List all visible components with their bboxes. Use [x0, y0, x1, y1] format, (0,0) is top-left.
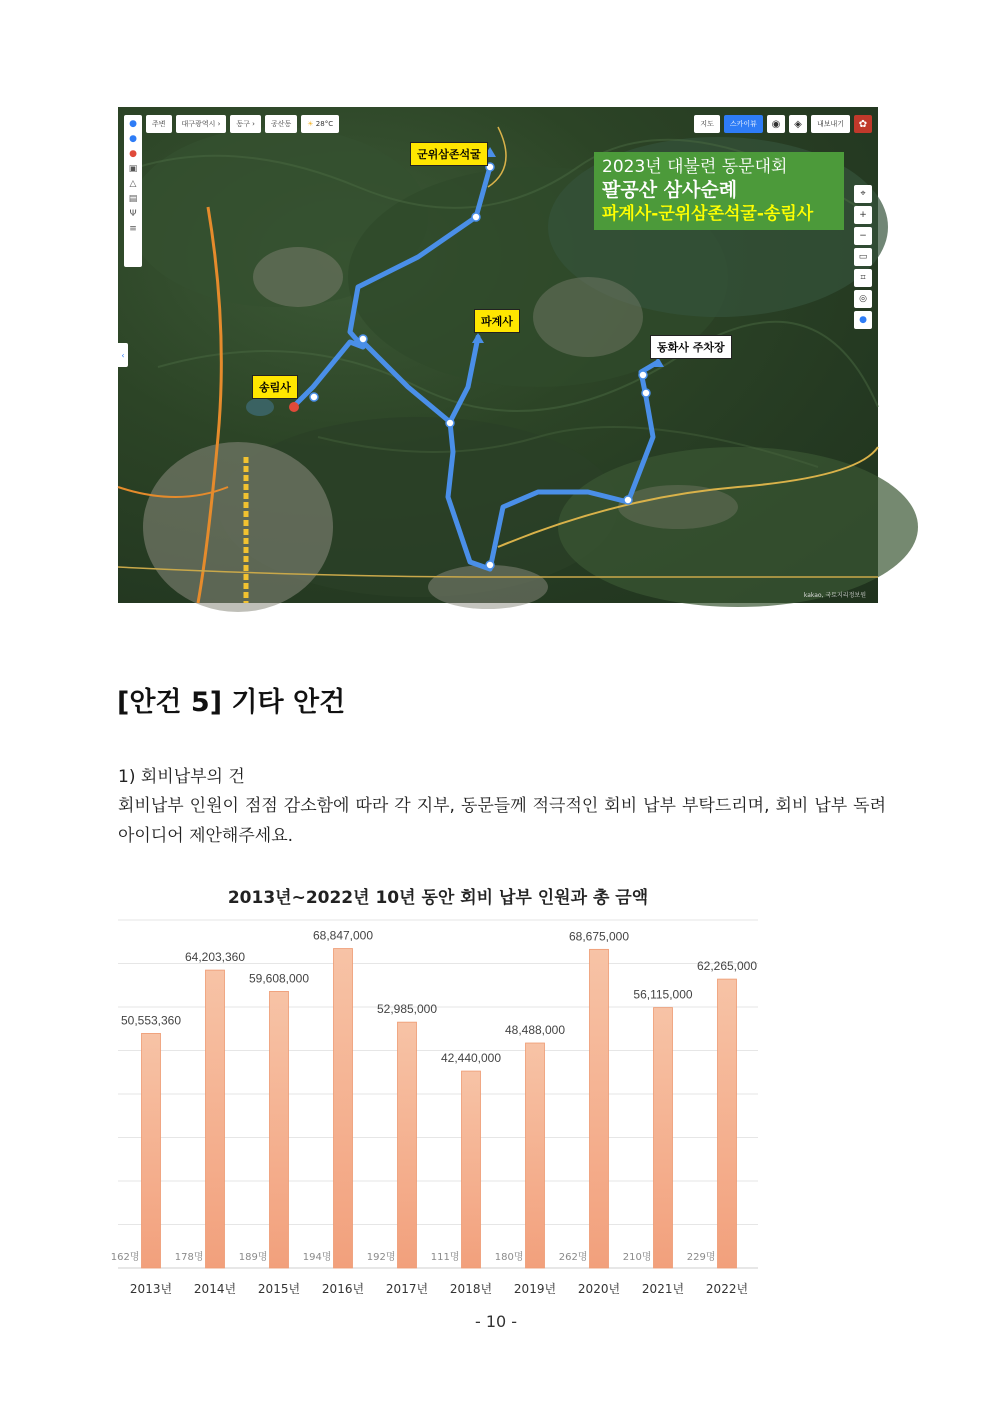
- chart-value-label: 68,675,000: [568, 929, 630, 944]
- page-number: - 10 -: [474, 1312, 518, 1331]
- compass-icon[interactable]: ◎: [854, 290, 872, 308]
- chart-category-label: 2013년: [129, 1282, 173, 1296]
- layers-icon[interactable]: ≡: [129, 224, 137, 234]
- map-left-toolbar: [124, 115, 142, 267]
- restaurant-icon[interactable]: Ψ: [129, 209, 137, 219]
- chart-value-label: 42,440,000: [440, 1051, 502, 1066]
- favorite-pin-icon[interactable]: ●: [129, 149, 137, 159]
- chart-bar: [206, 970, 225, 1268]
- breadcrumb-dong[interactable]: 공산동: [265, 115, 297, 133]
- chart-value-label: 48,488,000: [504, 1023, 566, 1038]
- chart-bar: [462, 1071, 481, 1268]
- breadcrumb-city[interactable]: [176, 115, 227, 133]
- route-icon[interactable]: ●: [129, 134, 137, 144]
- chart-bar: [718, 979, 737, 1268]
- chart-bar: [142, 1033, 161, 1268]
- event-title: 2023년 대불련 동문대회: [602, 157, 788, 177]
- map-view-button[interactable]: 지도: [694, 115, 720, 133]
- map-view-controls: [694, 115, 872, 133]
- chart-bars: [111, 929, 758, 1296]
- chart-category-label: 2021년: [641, 1282, 685, 1296]
- map-zoom-controls: [854, 185, 872, 329]
- chart-bar: [654, 1008, 673, 1268]
- temperature-label: 28°C: [315, 120, 334, 128]
- chart-bar: [526, 1043, 545, 1268]
- pin-icon[interactable]: ◉: [767, 115, 785, 133]
- chart-value-label: 62,265,000: [696, 959, 758, 974]
- route-map[interactable]: [118, 107, 878, 603]
- chart-category-label: 2018년: [449, 1282, 493, 1296]
- distance-icon[interactable]: ▭: [854, 248, 872, 266]
- bus-icon[interactable]: ▣: [128, 164, 138, 174]
- label-donghwasa: 동화사 주차장: [650, 335, 732, 359]
- location-pin-icon[interactable]: ●: [129, 119, 137, 129]
- chart-category-label: 2016년: [321, 1282, 365, 1296]
- label-pagyesa: 파계사: [474, 309, 520, 333]
- chart-member-count-label: 192명: [366, 1252, 396, 1263]
- chart-member-count-label: 178명: [174, 1252, 204, 1263]
- chart-member-count-label: 229명: [686, 1252, 716, 1263]
- label-songnimsa: 송림사: [252, 375, 298, 399]
- chart-member-count-label: 189명: [238, 1252, 268, 1263]
- chevron-right-icon: ›: [217, 120, 221, 128]
- export-button[interactable]: 내보내기: [811, 115, 850, 133]
- warning-icon[interactable]: △: [129, 179, 137, 189]
- chart-member-count-label: 194명: [302, 1252, 332, 1263]
- my-location-icon[interactable]: ⌖: [854, 185, 872, 203]
- chart-category-label: 2022년: [705, 1282, 749, 1296]
- chart-category-label: 2017년: [385, 1282, 429, 1296]
- layers-icon[interactable]: ◈: [789, 115, 807, 133]
- chart-value-label: 59,608,000: [248, 971, 310, 986]
- event-subtitle: 팔공산 삼사순례: [602, 179, 738, 201]
- chart-value-label: 52,985,000: [376, 1002, 438, 1017]
- zoom-in-button[interactable]: +: [854, 206, 872, 224]
- chart-category-label: 2019년: [513, 1282, 557, 1296]
- chart-bar: [270, 991, 289, 1268]
- weather-chip: [301, 115, 339, 133]
- chart-member-count-label: 111명: [430, 1252, 460, 1263]
- chart-member-count-label: 210명: [622, 1252, 652, 1263]
- chart-member-count-label: 162명: [110, 1252, 140, 1263]
- chevron-right-icon: ›: [252, 120, 255, 128]
- sun-icon: ☀: [307, 120, 314, 128]
- agenda-heading: [안건 5] 기타 안건: [117, 687, 346, 718]
- chart-category-label: 2020년: [577, 1282, 621, 1296]
- chart-title: 2013년~2022년 10년 동안 회비 납부 인원과 총 금액: [227, 888, 649, 908]
- chart-value-label: 56,115,000: [633, 987, 693, 1002]
- zoom-out-button[interactable]: −: [854, 227, 872, 245]
- route-names: 파계사-군위삼존석굴-송림사: [602, 204, 814, 224]
- chart-member-count-label: 262명: [558, 1252, 588, 1263]
- chart-bar: [590, 949, 609, 1268]
- breadcrumb-city-label: 대구광역시: [181, 120, 216, 128]
- breadcrumb-district-label: 동구: [236, 120, 250, 128]
- fuel-icon[interactable]: ▤: [128, 194, 138, 204]
- marker-icon[interactable]: ●: [854, 311, 872, 329]
- chart-value-label: 64,203,360: [184, 950, 246, 965]
- chart-bar: [334, 949, 353, 1268]
- map-credit: kakao, 국토지리정보원: [803, 592, 866, 599]
- chart-member-count-label: 180명: [494, 1252, 524, 1263]
- chart-bar: [398, 1022, 417, 1268]
- chart-value-label: 68,847,000: [312, 928, 374, 943]
- item-title: 1) 회비납부의 건: [118, 767, 245, 787]
- chart-value-label: 50,553,360: [120, 1013, 182, 1028]
- membership-fee-chart: [110, 915, 768, 1305]
- chart-category-label: 2014년: [193, 1282, 237, 1296]
- area-icon[interactable]: ⌗: [854, 269, 872, 287]
- avatar[interactable]: ✿: [854, 115, 872, 133]
- item-body: 회비납부 인원이 점점 감소함에 따라 각 지부, 동문들께 적극적인 회비 납부 부탁드리며, 회비 납부 독려 아이디어 제안해주세요.: [118, 796, 886, 846]
- chart-category-label: 2015년: [257, 1282, 301, 1296]
- collapse-panel-button[interactable]: ‹: [118, 343, 128, 367]
- label-gunwi: 군위삼존석굴: [410, 142, 488, 166]
- map-breadcrumb-bar: [146, 115, 339, 133]
- route-title-box: [594, 152, 844, 230]
- nearby-tab[interactable]: 주변: [146, 115, 172, 133]
- skyview-button[interactable]: 스카이뷰: [724, 115, 763, 133]
- breadcrumb-district[interactable]: [230, 115, 261, 133]
